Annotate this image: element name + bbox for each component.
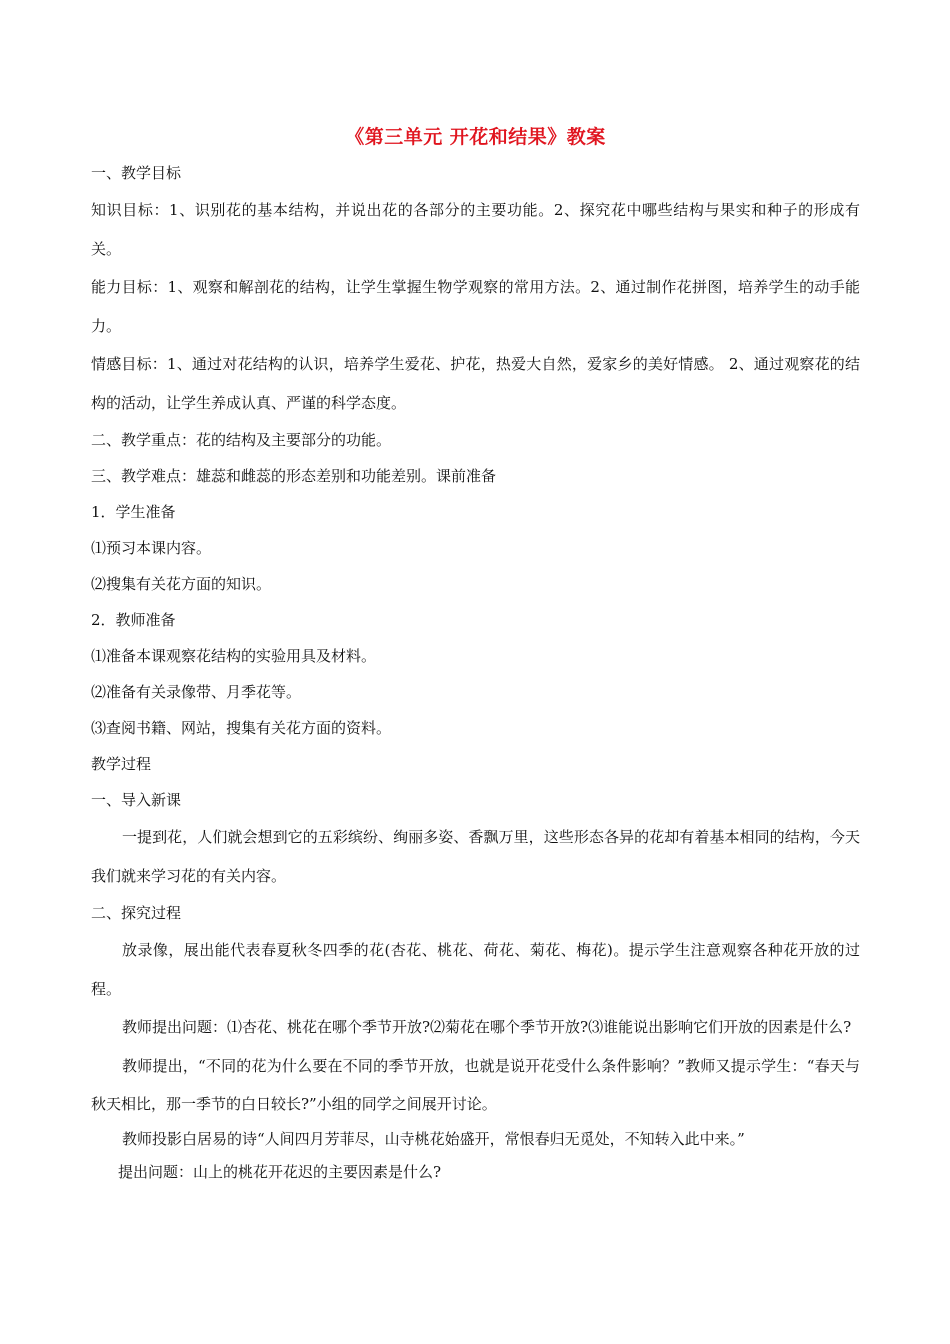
ability-objective: 能力目标：1、观察和解剖花的结构，让学生掌握生物学观察的常用方法。2、通过制作花拼图，培养学生的动手能力。	[91, 278, 860, 335]
process-heading: 教学过程	[91, 755, 152, 773]
document-title: 《第三单元 开花和结果》教案	[345, 126, 606, 148]
teacher-prep-heading: 2．教师准备	[91, 611, 176, 629]
teacher-prep-item-2: ⑵准备有关录像带、月季花等。	[91, 683, 302, 701]
explore-paragraph-5: 提出问题：山上的桃花开花迟的主要因素是什么?	[118, 1162, 442, 1181]
teacher-prep-item-1: ⑴准备本课观察花结构的实验用具及材料。	[91, 647, 377, 665]
intro-heading: 一、导入新课	[91, 791, 182, 809]
explore-paragraph-2: 教师提出问题：⑴杏花、桃花在哪个季节开放?⑵菊花在哪个季节开放?⑶谁能说出影响它们开放的因素是什么?	[122, 1018, 852, 1036]
section-heading-difficulty: 三、教学难点：雄蕊和雌蕊的形态差别和功能差别。课前准备	[91, 467, 497, 485]
explore-paragraph-1: 放录像，展出能代表春夏秋冬四季的花(杏花、桃花、荷花、菊花、梅花)。提示学生注意观察各种花开放的过程。	[91, 941, 860, 998]
explore-paragraph-4: 教师投影白居易的诗“人间四月芳菲尽，山寺桃花始盛开，常恨春归无觅处，不知转入此中来。”	[122, 1129, 745, 1148]
section-heading-objectives: 一、教学目标	[91, 164, 182, 182]
student-prep-item-2: ⑵搜集有关花方面的知识。	[91, 575, 272, 593]
knowledge-objective: 知识目标：1、识别花的基本结构，并说出花的各部分的主要功能。2、探究花中哪些结构与果实和种子的形成有关。	[91, 201, 860, 258]
explore-paragraph-3: 教师提出，“不同的花为什么要在不同的季节开放，也就是说开花受什么条件影响？”教师又提示学生：“春天与秋天相比，那一季节的白日较长?”小组的同学之间展开讨论。	[91, 1056, 860, 1113]
explore-heading: 二、探究过程	[91, 904, 182, 922]
student-prep-item-1: ⑴预习本课内容。	[91, 539, 212, 557]
intro-paragraph: 一提到花，人们就会想到它的五彩缤纷、绚丽多姿、香飘万里，这些形态各异的花却有着基本相同的结构，今天我们就来学习花的有关内容。	[91, 828, 860, 885]
section-heading-key-point: 二、教学重点：花的结构及主要部分的功能。	[91, 431, 392, 449]
student-prep-heading: 1．学生准备	[91, 503, 176, 521]
emotion-objective: 情感目标：1、通过对花结构的认识，培养学生爱花、护花，热爱大自然，爱家乡的美好情感。 2、通过观察花的结构的活动，让学生养成认真、严谨的科学态度。	[91, 355, 860, 412]
teacher-prep-item-3: ⑶查阅书籍、网站，搜集有关花方面的资料。	[91, 719, 392, 737]
